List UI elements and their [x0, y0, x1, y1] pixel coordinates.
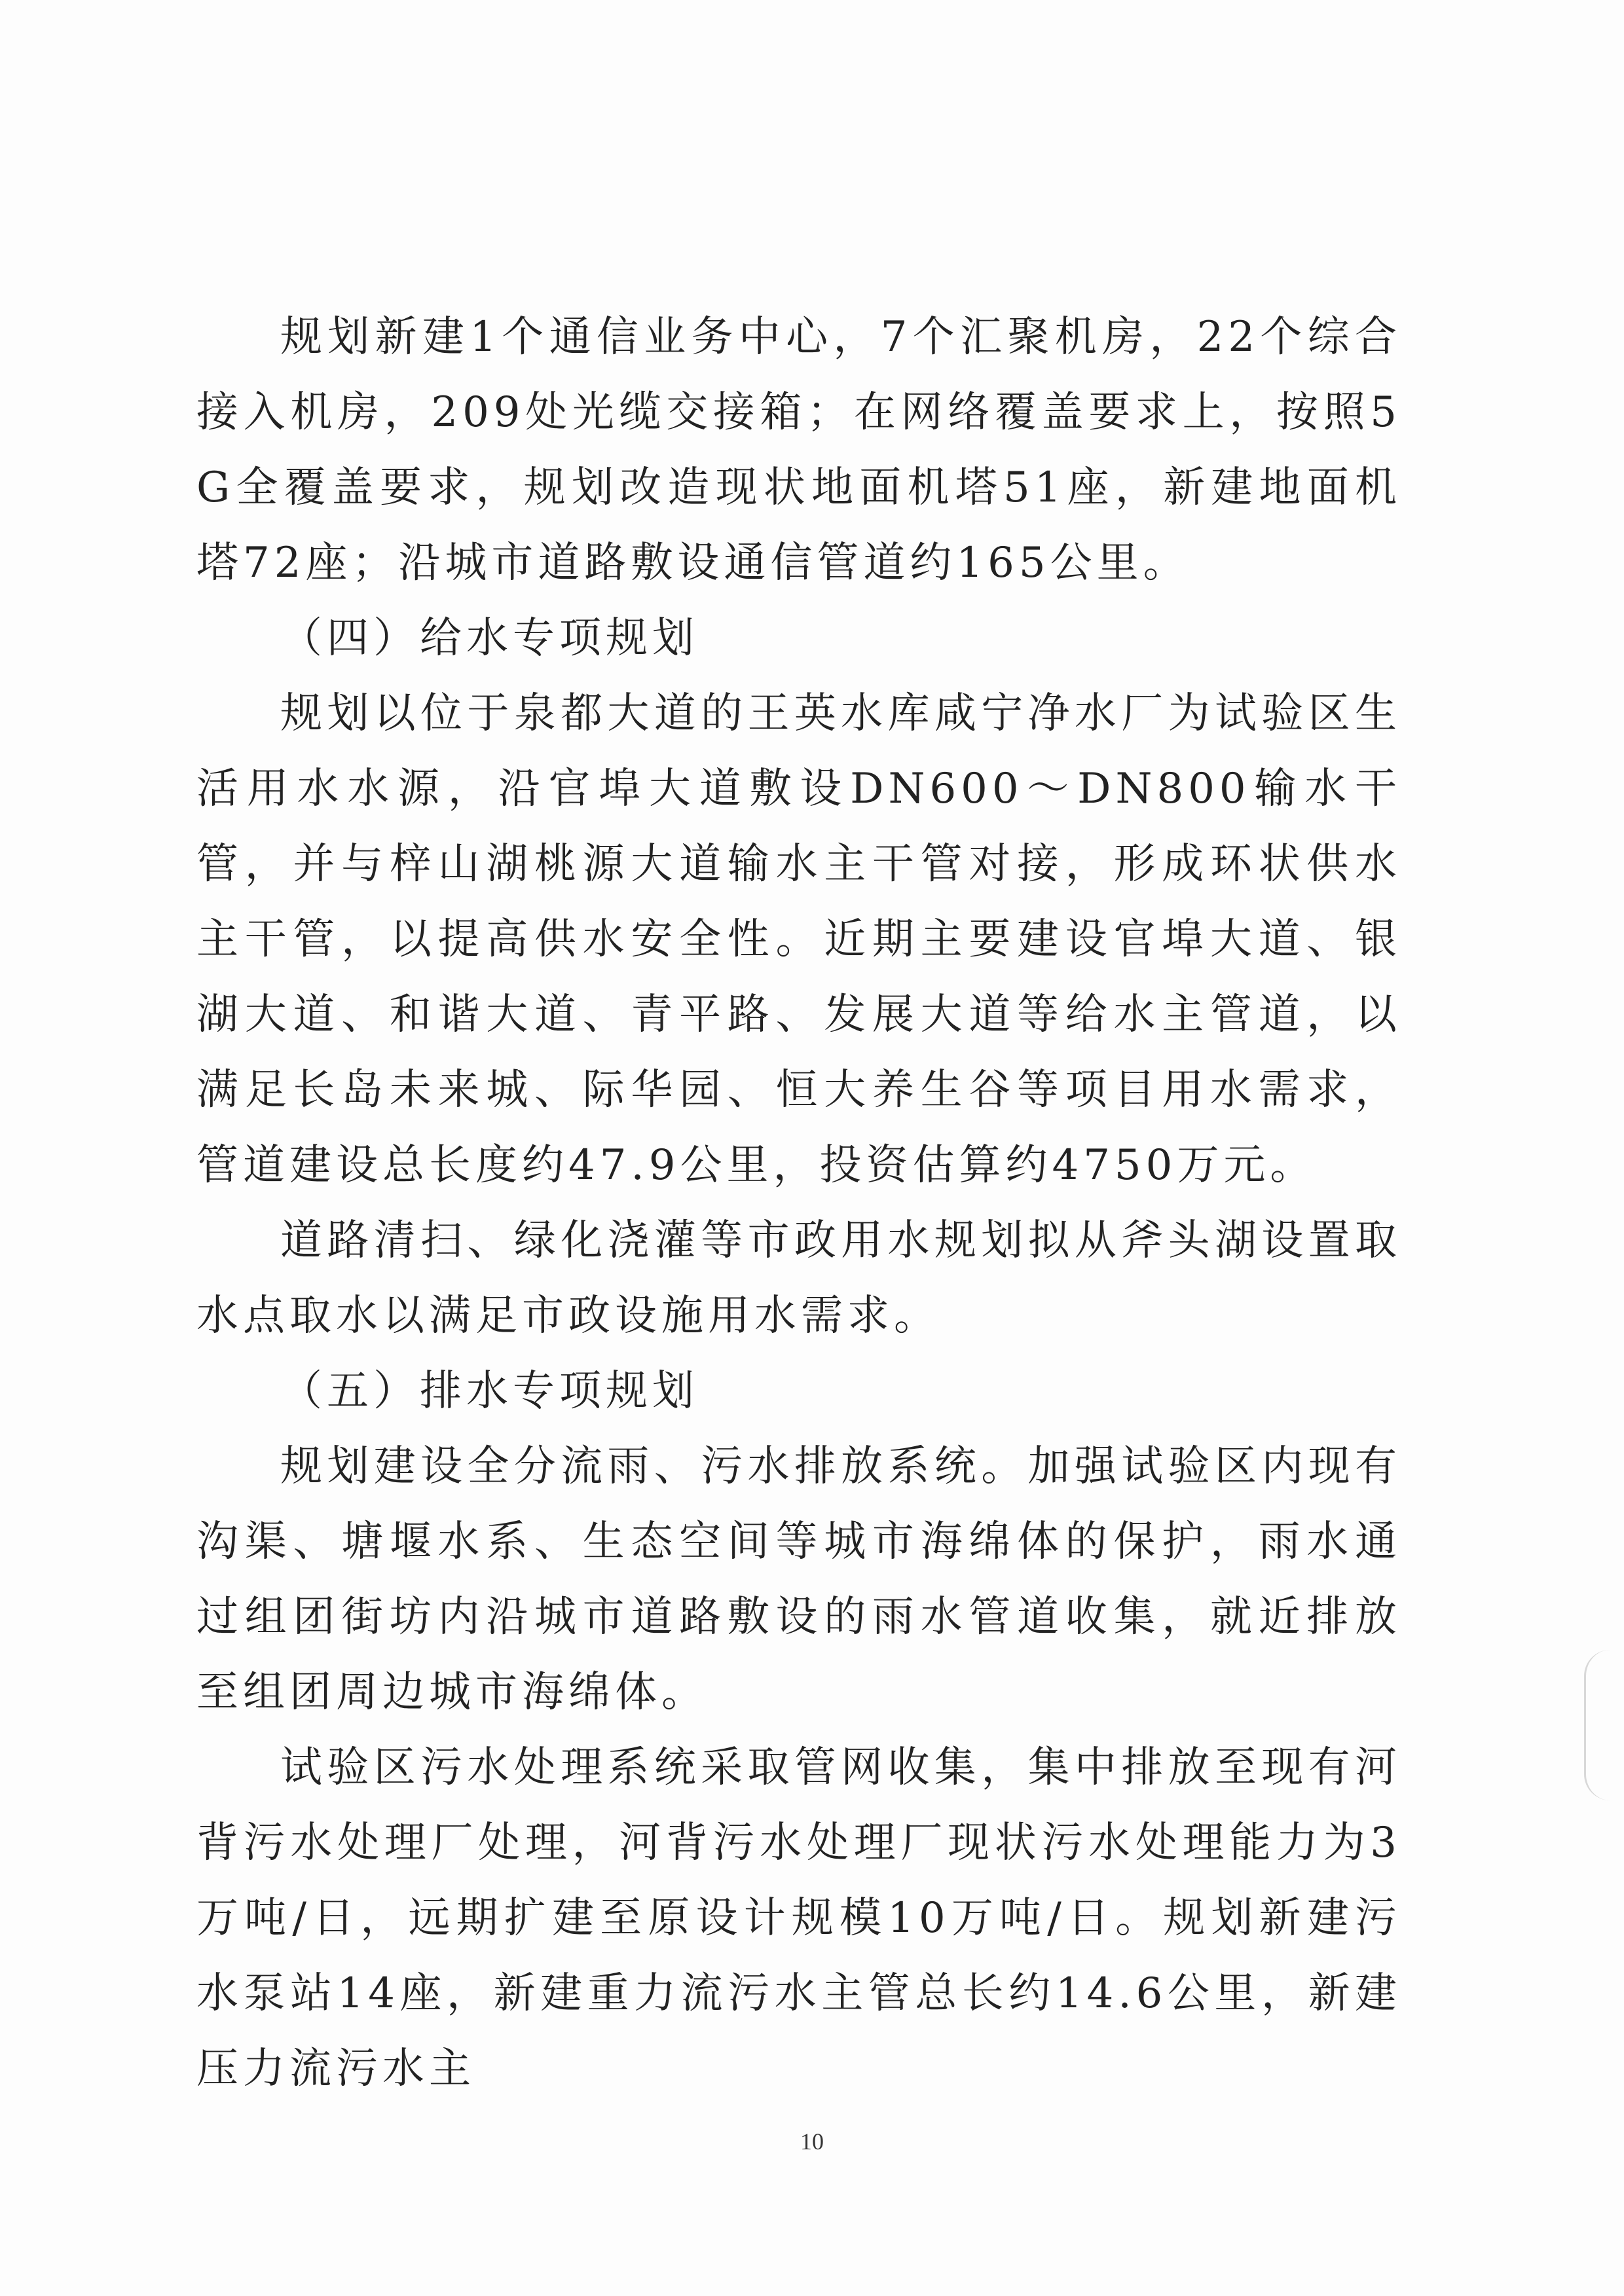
paragraph-sewage-plan: 试验区污水处理系统采取管网收集，集中排放至现有河背污水处理厂处理，河背污水处理厂现状污水处理能力为3万吨/日，远期扩建至原设计规模10万吨/日。规划新建污水泵站14座，新建重力流污水主管总长约14.6公里，新建压力流污水主	[196, 1743, 1401, 2093]
paragraph-drainage-plan: 规划建设全分流雨、污水排放系统。加强试验区内现有沟渠、塘堰水系、生态空间等城市海绵体的保护，雨水通过组团街坊内沿城市道路敷设的雨水管道收集，就近排放至组团周边城市海绵体。	[196, 1442, 1401, 1717]
paragraph-water-supply-plan: 规划以位于泉都大道的王英水库咸宁净水厂为试验区生活用水水源，沿官埠大道敷设DN600～DN800输水干管，并与梓山湖桃源大道输水主干管对接，形成环状供水主干管，以提高供水安全性。近期主要建设官埠大道、银湖大道、和谐大道、青平路、发展大道等给水主管道，以满足长岛未来城、际华园、恒大养生谷等项目用水需求，管道建设总长度约47.9公里，投资估算约4750万元。	[196, 689, 1401, 1190]
paragraph-municipal-water: 道路清扫、绿化浇灌等市政用水规划拟从斧头湖设置取水点取水以满足市政设施用水需求。	[196, 1216, 1401, 1340]
paragraph-telecom-plan: 规划新建1个通信业务中心，7个汇聚机房，22个综合接入机房，209处光缆交接箱；在网络覆盖要求上，按照5G全覆盖要求，规划改造现状地面机塔51座，新建地面机塔72座；沿城市道路敷设通信管道约165公里。	[196, 313, 1401, 587]
section-heading-drainage: （五）排水专项规划	[280, 1367, 699, 1415]
page-number: 10	[800, 2128, 824, 2155]
document-body	[196, 300, 1401, 2107]
scan-edge-mark	[1584, 1650, 1612, 1800]
section-heading-water-supply: （四）给水专项规划	[280, 614, 699, 663]
